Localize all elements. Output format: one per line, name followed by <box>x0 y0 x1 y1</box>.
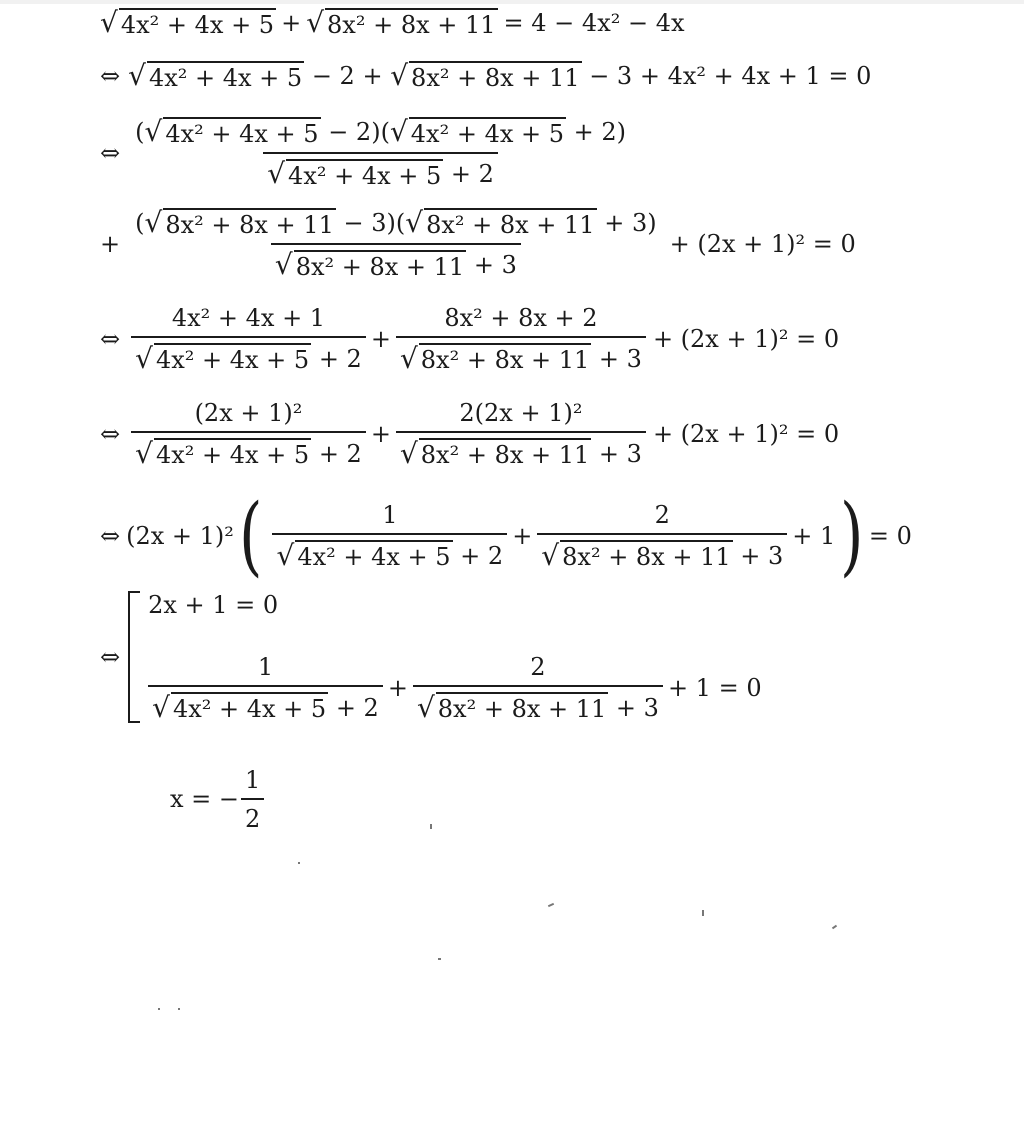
case-2: 1 √ 4x² + 4x + 5 + 2 + 2 √ 8x² + 8x + 11 + 3 + 1 = 0 <box>148 653 761 723</box>
speck <box>832 925 837 930</box>
speck <box>430 824 432 829</box>
fraction: 2 √ 8x² + 8x + 11 + 3 <box>537 501 787 571</box>
sqrt-term: √ 4x² + 4x + 5 <box>128 59 303 92</box>
speck <box>178 1008 180 1010</box>
fraction: ( √ 4x² + 4x + 5 − 2 )( √ 4x² + 4x + 5 + 2 ) √ 4x² + 4x + 5 + 2 <box>135 115 627 190</box>
speck <box>702 910 704 916</box>
fraction: (2x + 1)² √ 4x² + 4x + 5 + 2 <box>131 399 366 469</box>
equation-line-7: ⇔ (2x + 1)² ( 1 √ 4x² + 4x + 5 + 2 + 2 √ 8x² + 8x + 11 + 3 + 1 ) = 0 <box>100 486 912 586</box>
equation-line-6: ⇔ (2x + 1)² √ 4x² + 4x + 5 + 2 + 2(2x + 1)² √ 8x² + 8x + 11 + 3 + (2x + 1)² = 0 <box>100 399 840 470</box>
right-paren: ) <box>840 486 864 586</box>
sqrt-term: √ 8x² + 8x + 11 <box>390 59 580 92</box>
speck <box>548 903 554 907</box>
bracket <box>128 591 140 723</box>
fraction: ( √ 8x² + 8x + 11 − 3 )( √ 8x² + 8x + 11 + 3 ) √ 8x² + 8x + 11 + 3 <box>135 206 657 281</box>
left-paren: ( <box>238 486 263 586</box>
speck <box>298 862 300 864</box>
answer-line: x = − $\frac{1}{2}$ <box>170 764 269 834</box>
case-system: 2x + 1 = 0 1 √ 4x² + 4x + 5 + 2 + 2 √ 8x² + 8x + 11 + 3 + 1 = 0 <box>148 591 762 724</box>
sqrt-term: √ 8x² + 8x + 11 <box>306 6 496 39</box>
fraction: 2 √ 8x² + 8x + 11 + 3 <box>413 653 663 723</box>
fraction: 8x² + 8x + 2 √ 8x² + 8x + 11 + 3 <box>396 304 646 374</box>
equation-line-8: ⇔ 2x + 1 = 0 1 √ 4x² + 4x + 5 + 2 + 2 √ 8x² + 8x + 11 + 3 + 1 = 0 <box>100 591 762 724</box>
speck <box>438 958 441 960</box>
equation-line-5: ⇔ 4x² + 4x + 1 √ 4x² + 4x + 5 + 2 + 8x² + 8x + 2 √ 8x² + 8x + 11 + 3 + (2x + 1)² = 0 <box>100 304 840 375</box>
fraction: 2(2x + 1)² √ 8x² + 8x + 11 + 3 <box>396 399 646 469</box>
equation-line-2: ⇔ √ 4x² + 4x + 5 − 2 + √ 8x² + 8x + 11 − 3 + 4x² + 4x + 1 = 0 <box>100 59 872 92</box>
equation-line-1: √ 4x² + 4x + 5 + √ 8x² + 8x + 11 = 4 − 4x² − 4x <box>100 6 685 39</box>
sqrt-term: √ 4x² + 4x + 5 <box>100 6 275 39</box>
equation-line-3: ⇔ ( √ 4x² + 4x + 5 − 2 )( √ 4x² + 4x + 5 + 2 ) √ 4x² + 4x + 5 + 2 <box>100 112 635 194</box>
fraction: $\frac{1}{2}$ <box>241 766 264 833</box>
speck <box>158 1008 160 1010</box>
fraction: 1 √ 4x² + 4x + 5 + 2 <box>148 653 383 723</box>
top-edge <box>0 0 1024 4</box>
fraction: 1 √ 4x² + 4x + 5 + 2 <box>272 501 507 571</box>
equation-line-4: + ( √ 8x² + 8x + 11 − 3 )( √ 8x² + 8x + 11 + 3 ) √ 8x² + 8x + 11 + 3 + (2x + 1)² = 0 <box>100 206 856 281</box>
fraction: 4x² + 4x + 1 √ 4x² + 4x + 5 + 2 <box>131 304 366 374</box>
